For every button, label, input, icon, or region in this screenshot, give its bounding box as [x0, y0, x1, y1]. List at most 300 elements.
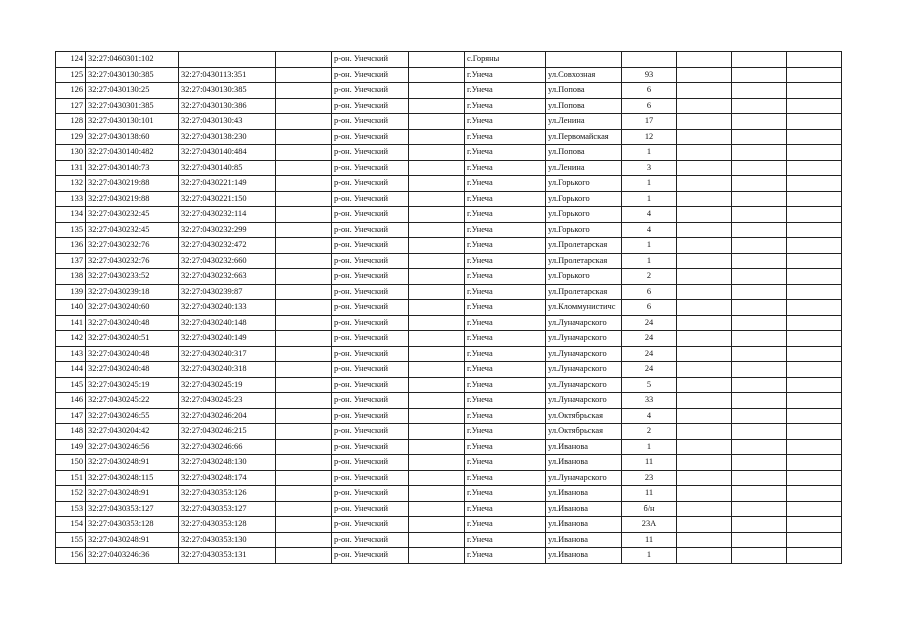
- empty-cell: [409, 346, 465, 362]
- empty-cell: [409, 362, 465, 378]
- empty-cell: [409, 439, 465, 455]
- empty-cell: [787, 160, 842, 176]
- street-cell: ул.Иванова: [546, 455, 622, 471]
- table-row: [56, 315, 842, 331]
- empty-cell: [787, 470, 842, 486]
- table-row: [56, 486, 842, 502]
- empty-cell: [732, 300, 787, 316]
- table-row: [56, 83, 842, 99]
- house-number-cell: 17: [622, 114, 677, 130]
- street-cell: ул.Иванова: [546, 532, 622, 548]
- row-number: 154: [56, 517, 86, 533]
- row-number: 148: [56, 424, 86, 440]
- street-cell: ул.Иванова: [546, 548, 622, 564]
- empty-cell: [732, 532, 787, 548]
- district-cell: р-он. Унечский: [332, 300, 409, 316]
- district-cell: р-он. Унечский: [332, 52, 409, 68]
- row-number: 128: [56, 114, 86, 130]
- empty-cell: [732, 83, 787, 99]
- empty-cell: [677, 67, 732, 83]
- cadastral-number-cell: 32:27:0403246:36: [86, 548, 179, 564]
- row-number: 125: [56, 67, 86, 83]
- empty-cell: [732, 439, 787, 455]
- empty-cell: [677, 207, 732, 223]
- empty-cell: [732, 393, 787, 409]
- district-cell: р-он. Унечский: [332, 548, 409, 564]
- empty-cell: [677, 222, 732, 238]
- district-cell: р-он. Унечский: [332, 315, 409, 331]
- empty-cell: [276, 408, 332, 424]
- empty-cell: [409, 501, 465, 517]
- street-cell: ул.Иванова: [546, 517, 622, 533]
- empty-cell: [409, 98, 465, 114]
- empty-cell: [276, 532, 332, 548]
- street-cell: [546, 52, 622, 68]
- empty-cell: [409, 455, 465, 471]
- house-number-cell: 1: [622, 439, 677, 455]
- related-cadastral-number-cell: 32:27:0430248:130: [179, 455, 276, 471]
- row-number: 136: [56, 238, 86, 254]
- district-cell: р-он. Унечский: [332, 284, 409, 300]
- row-number: 134: [56, 207, 86, 223]
- empty-cell: [677, 424, 732, 440]
- empty-cell: [677, 253, 732, 269]
- empty-cell: [409, 331, 465, 347]
- empty-cell: [276, 331, 332, 347]
- house-number-cell: 6: [622, 83, 677, 99]
- district-cell: р-он. Унечский: [332, 176, 409, 192]
- related-cadastral-number-cell: 32:27:0430246:204: [179, 408, 276, 424]
- street-cell: ул.Луначарского: [546, 362, 622, 378]
- settlement-cell: г.Унеча: [465, 129, 546, 145]
- empty-cell: [276, 52, 332, 68]
- street-cell: ул.Горького: [546, 191, 622, 207]
- house-number-cell: 1: [622, 191, 677, 207]
- table-row: [56, 145, 842, 161]
- cadastral-number-cell: 32:27:0430240:48: [86, 315, 179, 331]
- street-cell: ул.Горького: [546, 176, 622, 192]
- settlement-cell: г.Унеча: [465, 67, 546, 83]
- empty-cell: [677, 455, 732, 471]
- empty-cell: [276, 160, 332, 176]
- street-cell: ул.Горького: [546, 207, 622, 223]
- row-number: 142: [56, 331, 86, 347]
- empty-cell: [787, 269, 842, 285]
- related-cadastral-number-cell: 32:27:0430353:127: [179, 501, 276, 517]
- related-cadastral-number-cell: 32:27:0430130:386: [179, 98, 276, 114]
- empty-cell: [677, 300, 732, 316]
- empty-cell: [787, 331, 842, 347]
- empty-cell: [409, 284, 465, 300]
- related-cadastral-number-cell: 32:27:0430232:472: [179, 238, 276, 254]
- row-number: 124: [56, 52, 86, 68]
- settlement-cell: г.Унеча: [465, 362, 546, 378]
- related-cadastral-number-cell: 32:27:0430353:130: [179, 532, 276, 548]
- empty-cell: [677, 145, 732, 161]
- street-cell: ул.Пролетарская: [546, 284, 622, 300]
- district-cell: р-он. Унечский: [332, 253, 409, 269]
- house-number-cell: 2: [622, 424, 677, 440]
- empty-cell: [409, 377, 465, 393]
- empty-cell: [732, 517, 787, 533]
- empty-cell: [409, 238, 465, 254]
- street-cell: ул.Горького: [546, 269, 622, 285]
- cadastral-number-cell: 32:27:0430248:91: [86, 455, 179, 471]
- street-cell: ул.Луначарского: [546, 331, 622, 347]
- cadastral-number-cell: 32:27:0430138:60: [86, 129, 179, 145]
- house-number-cell: 1: [622, 176, 677, 192]
- related-cadastral-number-cell: 32:27:0430353:126: [179, 486, 276, 502]
- empty-cell: [732, 269, 787, 285]
- empty-cell: [787, 315, 842, 331]
- empty-cell: [732, 253, 787, 269]
- empty-cell: [787, 408, 842, 424]
- table-row: [56, 548, 842, 564]
- house-number-cell: 24: [622, 362, 677, 378]
- empty-cell: [677, 315, 732, 331]
- house-number-cell: 4: [622, 222, 677, 238]
- empty-cell: [787, 377, 842, 393]
- table-row: [56, 207, 842, 223]
- empty-cell: [677, 517, 732, 533]
- district-cell: р-он. Унечский: [332, 377, 409, 393]
- row-number: 127: [56, 98, 86, 114]
- related-cadastral-number-cell: 32:27:0430240:317: [179, 346, 276, 362]
- row-number: 149: [56, 439, 86, 455]
- cadastral-number-cell: 32:27:0430219:88: [86, 176, 179, 192]
- house-number-cell: 23: [622, 470, 677, 486]
- settlement-cell: г.Унеча: [465, 176, 546, 192]
- district-cell: р-он. Унечский: [332, 191, 409, 207]
- empty-cell: [787, 393, 842, 409]
- row-number: 130: [56, 145, 86, 161]
- table-body: [56, 52, 842, 564]
- house-number-cell: 1: [622, 548, 677, 564]
- empty-cell: [409, 470, 465, 486]
- empty-cell: [732, 176, 787, 192]
- settlement-cell: г.Унеча: [465, 424, 546, 440]
- empty-cell: [677, 486, 732, 502]
- row-number: 139: [56, 284, 86, 300]
- table-row: [56, 455, 842, 471]
- street-cell: ул.Попова: [546, 98, 622, 114]
- empty-cell: [677, 129, 732, 145]
- house-number-cell: 24: [622, 346, 677, 362]
- settlement-cell: г.Унеча: [465, 439, 546, 455]
- table-row: [56, 67, 842, 83]
- empty-cell: [732, 52, 787, 68]
- empty-cell: [677, 114, 732, 130]
- empty-cell: [677, 548, 732, 564]
- street-cell: ул.Луначарского: [546, 377, 622, 393]
- street-cell: ул.Ленина: [546, 114, 622, 130]
- empty-cell: [276, 548, 332, 564]
- cadastral-number-cell: 32:27:0430246:55: [86, 408, 179, 424]
- table-row: [56, 269, 842, 285]
- related-cadastral-number-cell: 32:27:0430232:663: [179, 269, 276, 285]
- empty-cell: [409, 67, 465, 83]
- table-row: [56, 517, 842, 533]
- empty-cell: [276, 114, 332, 130]
- row-number: 156: [56, 548, 86, 564]
- related-cadastral-number-cell: 32:27:0430353:128: [179, 517, 276, 533]
- street-cell: ул.Пролетарская: [546, 253, 622, 269]
- empty-cell: [677, 331, 732, 347]
- house-number-cell: [622, 52, 677, 68]
- street-cell: ул.Попова: [546, 83, 622, 99]
- empty-cell: [787, 548, 842, 564]
- related-cadastral-number-cell: 32:27:0430232:114: [179, 207, 276, 223]
- house-number-cell: 3: [622, 160, 677, 176]
- related-cadastral-number-cell: 32:27:0430140:85: [179, 160, 276, 176]
- empty-cell: [677, 470, 732, 486]
- table-row: [56, 346, 842, 362]
- empty-cell: [677, 532, 732, 548]
- empty-cell: [276, 362, 332, 378]
- street-cell: ул.Иванова: [546, 501, 622, 517]
- cadastral-register-table: [55, 51, 842, 564]
- settlement-cell: г.Унеча: [465, 114, 546, 130]
- district-cell: р-он. Унечский: [332, 486, 409, 502]
- district-cell: р-он. Унечский: [332, 532, 409, 548]
- empty-cell: [409, 160, 465, 176]
- row-number: 138: [56, 269, 86, 285]
- row-number: 133: [56, 191, 86, 207]
- empty-cell: [677, 160, 732, 176]
- empty-cell: [732, 145, 787, 161]
- district-cell: р-он. Унечский: [332, 67, 409, 83]
- street-cell: ул.Луначарского: [546, 393, 622, 409]
- settlement-cell: г.Унеча: [465, 253, 546, 269]
- empty-cell: [787, 83, 842, 99]
- empty-cell: [276, 129, 332, 145]
- settlement-cell: г.Унеча: [465, 300, 546, 316]
- empty-cell: [787, 439, 842, 455]
- empty-cell: [787, 362, 842, 378]
- empty-cell: [787, 98, 842, 114]
- settlement-cell: г.Унеча: [465, 532, 546, 548]
- empty-cell: [276, 517, 332, 533]
- cadastral-number-cell: 32:27:0430240:60: [86, 300, 179, 316]
- empty-cell: [409, 300, 465, 316]
- empty-cell: [677, 269, 732, 285]
- empty-cell: [732, 470, 787, 486]
- district-cell: р-он. Унечский: [332, 207, 409, 223]
- street-cell: ул.Октябрьская: [546, 424, 622, 440]
- district-cell: р-он. Унечский: [332, 455, 409, 471]
- empty-cell: [677, 501, 732, 517]
- table-row: [56, 238, 842, 254]
- row-number: 151: [56, 470, 86, 486]
- empty-cell: [409, 393, 465, 409]
- district-cell: р-он. Унечский: [332, 129, 409, 145]
- settlement-cell: г.Унеча: [465, 98, 546, 114]
- empty-cell: [677, 98, 732, 114]
- empty-cell: [276, 439, 332, 455]
- empty-cell: [732, 331, 787, 347]
- empty-cell: [276, 238, 332, 254]
- empty-cell: [409, 114, 465, 130]
- empty-cell: [276, 284, 332, 300]
- settlement-cell: г.Унеча: [465, 284, 546, 300]
- empty-cell: [677, 191, 732, 207]
- empty-cell: [732, 408, 787, 424]
- cadastral-number-cell: 32:27:0430239:18: [86, 284, 179, 300]
- empty-cell: [732, 238, 787, 254]
- related-cadastral-number-cell: 32:27:0430113:351: [179, 67, 276, 83]
- empty-cell: [409, 52, 465, 68]
- related-cadastral-number-cell: 32:27:0430246:66: [179, 439, 276, 455]
- empty-cell: [677, 284, 732, 300]
- empty-cell: [732, 222, 787, 238]
- empty-cell: [732, 315, 787, 331]
- empty-cell: [409, 517, 465, 533]
- empty-cell: [732, 129, 787, 145]
- table-row: [56, 362, 842, 378]
- empty-cell: [787, 517, 842, 533]
- row-number: 129: [56, 129, 86, 145]
- settlement-cell: г.Унеча: [465, 393, 546, 409]
- cadastral-number-cell: 32:27:0430353:128: [86, 517, 179, 533]
- settlement-cell: г.Унеча: [465, 83, 546, 99]
- district-cell: р-он. Унечский: [332, 238, 409, 254]
- empty-cell: [787, 145, 842, 161]
- house-number-cell: 11: [622, 532, 677, 548]
- cadastral-number-cell: 32:27:0430245:19: [86, 377, 179, 393]
- table-row: [56, 331, 842, 347]
- table-row: [56, 300, 842, 316]
- house-number-cell: б/н: [622, 501, 677, 517]
- empty-cell: [787, 67, 842, 83]
- empty-cell: [677, 176, 732, 192]
- related-cadastral-number-cell: 32:27:0430138:230: [179, 129, 276, 145]
- table-row: [56, 160, 842, 176]
- row-number: 150: [56, 455, 86, 471]
- street-cell: ул.Октябрьская: [546, 408, 622, 424]
- district-cell: р-он. Унечский: [332, 517, 409, 533]
- table-row: [56, 98, 842, 114]
- row-number: 144: [56, 362, 86, 378]
- street-cell: ул.Луначарского: [546, 346, 622, 362]
- house-number-cell: 6: [622, 98, 677, 114]
- related-cadastral-number-cell: 32:27:0430140:484: [179, 145, 276, 161]
- cadastral-number-cell: 32:27:0430232:76: [86, 253, 179, 269]
- empty-cell: [787, 129, 842, 145]
- district-cell: р-он. Унечский: [332, 393, 409, 409]
- related-cadastral-number-cell: 32:27:0430232:660: [179, 253, 276, 269]
- street-cell: ул.Пролетарская: [546, 238, 622, 254]
- empty-cell: [276, 207, 332, 223]
- row-number: 141: [56, 315, 86, 331]
- empty-cell: [677, 238, 732, 254]
- settlement-cell: г.Унеча: [465, 160, 546, 176]
- settlement-cell: г.Унеча: [465, 207, 546, 223]
- cadastral-number-cell: 32:27:0430246:56: [86, 439, 179, 455]
- related-cadastral-number-cell: 32:27:0430240:318: [179, 362, 276, 378]
- empty-cell: [787, 501, 842, 517]
- empty-cell: [732, 346, 787, 362]
- cadastral-number-cell: 32:27:0430353:127: [86, 501, 179, 517]
- empty-cell: [732, 377, 787, 393]
- settlement-cell: г.Унеча: [465, 346, 546, 362]
- settlement-cell: г.Унеча: [465, 238, 546, 254]
- empty-cell: [732, 362, 787, 378]
- district-cell: р-он. Унечский: [332, 145, 409, 161]
- district-cell: р-он. Унечский: [332, 501, 409, 517]
- related-cadastral-number-cell: 32:27:0430130:385: [179, 83, 276, 99]
- empty-cell: [732, 284, 787, 300]
- cadastral-number-cell: 32:27:0460301:102: [86, 52, 179, 68]
- empty-cell: [732, 114, 787, 130]
- empty-cell: [276, 67, 332, 83]
- row-number: 137: [56, 253, 86, 269]
- settlement-cell: г.Унеча: [465, 269, 546, 285]
- empty-cell: [276, 486, 332, 502]
- row-number: 153: [56, 501, 86, 517]
- district-cell: р-он. Унечский: [332, 98, 409, 114]
- empty-cell: [677, 408, 732, 424]
- empty-cell: [787, 455, 842, 471]
- table-row: [56, 52, 842, 68]
- cadastral-number-cell: 32:27:0430219:88: [86, 191, 179, 207]
- street-cell: ул.Иванова: [546, 439, 622, 455]
- row-number: 155: [56, 532, 86, 548]
- empty-cell: [677, 393, 732, 409]
- empty-cell: [409, 207, 465, 223]
- table-row: [56, 393, 842, 409]
- related-cadastral-number-cell: 32:27:0430246:215: [179, 424, 276, 440]
- row-number: 147: [56, 408, 86, 424]
- empty-cell: [732, 424, 787, 440]
- related-cadastral-number-cell: 32:27:0430130:43: [179, 114, 276, 130]
- district-cell: р-он. Унечский: [332, 408, 409, 424]
- empty-cell: [276, 346, 332, 362]
- row-number: 145: [56, 377, 86, 393]
- related-cadastral-number-cell: 32:27:0430248:174: [179, 470, 276, 486]
- empty-cell: [787, 486, 842, 502]
- district-cell: р-он. Унечский: [332, 362, 409, 378]
- empty-cell: [677, 346, 732, 362]
- table-row: [56, 253, 842, 269]
- cadastral-number-cell: 32:27:0430140:482: [86, 145, 179, 161]
- district-cell: р-он. Унечский: [332, 331, 409, 347]
- related-cadastral-number-cell: 32:27:0430232:299: [179, 222, 276, 238]
- related-cadastral-number-cell: 32:27:0430239:87: [179, 284, 276, 300]
- house-number-cell: 2: [622, 269, 677, 285]
- district-cell: р-он. Унечский: [332, 424, 409, 440]
- house-number-cell: 93: [622, 67, 677, 83]
- table-row: [56, 439, 842, 455]
- empty-cell: [409, 191, 465, 207]
- empty-cell: [409, 253, 465, 269]
- empty-cell: [677, 52, 732, 68]
- cadastral-number-cell: 32:27:0430248:91: [86, 532, 179, 548]
- settlement-cell: г.Унеча: [465, 145, 546, 161]
- settlement-cell: г.Унеча: [465, 315, 546, 331]
- empty-cell: [787, 222, 842, 238]
- house-number-cell: 11: [622, 486, 677, 502]
- empty-cell: [732, 548, 787, 564]
- empty-cell: [276, 300, 332, 316]
- district-cell: р-он. Унечский: [332, 222, 409, 238]
- empty-cell: [276, 424, 332, 440]
- empty-cell: [677, 377, 732, 393]
- settlement-cell: г.Унеча: [465, 517, 546, 533]
- table-row: [56, 191, 842, 207]
- row-number: 146: [56, 393, 86, 409]
- cadastral-number-cell: 32:27:0430240:51: [86, 331, 179, 347]
- row-number: 126: [56, 83, 86, 99]
